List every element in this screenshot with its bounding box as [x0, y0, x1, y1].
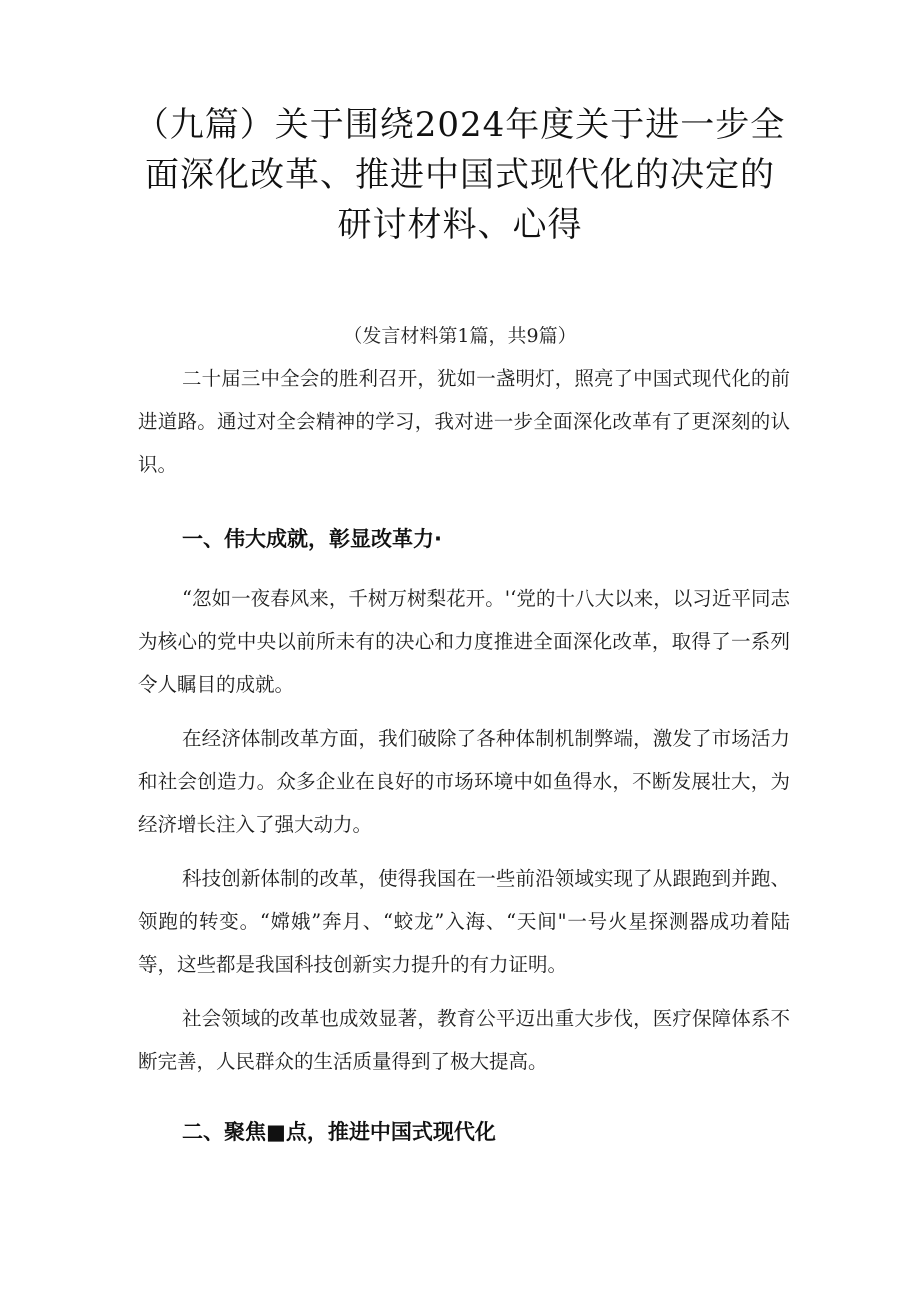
document-subtitle: （发言材料第1篇，共9篇）	[343, 325, 577, 347]
paragraph-economy: 在经济体制改革方面，我们破除了各种体制机制弊端，激发了市场活力和社会创造力。众多企业在良好的市场环境中如鱼得水，不断发展壮大，为经济增长注入了强大动力。	[138, 727, 790, 836]
title-line-2: 面深化改革、推进中国式现代化的决定的	[145, 155, 775, 195]
document-title	[120, 100, 800, 250]
paragraph-technology: 科技创新体制的改革，使得我国在一些前沿领域实现了从跟跑到并跑、领跑的转变。“嫦娥”奔月、“蛟龙”入海、“天间"一号火星探测器成功着陆等，这些都是我国科技创新实力提升的有力证明。	[138, 867, 790, 976]
section-heading-1: 一、伟大成就，彰显改革力·	[182, 527, 442, 551]
paragraph-intro: 二十届三中全会的胜利召开，犹如一盏明灯，照亮了中国式现代化的前进道路。通过对全会精神的学习，我对进一步全面深化改革有了更深刻的认识。	[138, 367, 790, 476]
title-line-1: （九篇）关于围绕2024年度关于进一步全	[134, 105, 786, 145]
paragraph-achievements: “忽如一夜春风来，千树万树梨花开。'‘党的十八大以来，以习近平同志为核心的党中央以前所未有的决心和力度推进全面深化改革，取得了一系列令人瞩目的成就。	[138, 587, 790, 696]
section-heading-2: 二、聚焦■点，推进中国式现代化	[182, 1120, 496, 1144]
paragraph-society: 社会领域的改革也成效显著，教育公平迈出重大步伐，医疗保障体系不断完善，人民群众的生活质量得到了极大提高。	[138, 1007, 790, 1073]
title-line-3: 研讨材料、心得	[337, 205, 583, 245]
